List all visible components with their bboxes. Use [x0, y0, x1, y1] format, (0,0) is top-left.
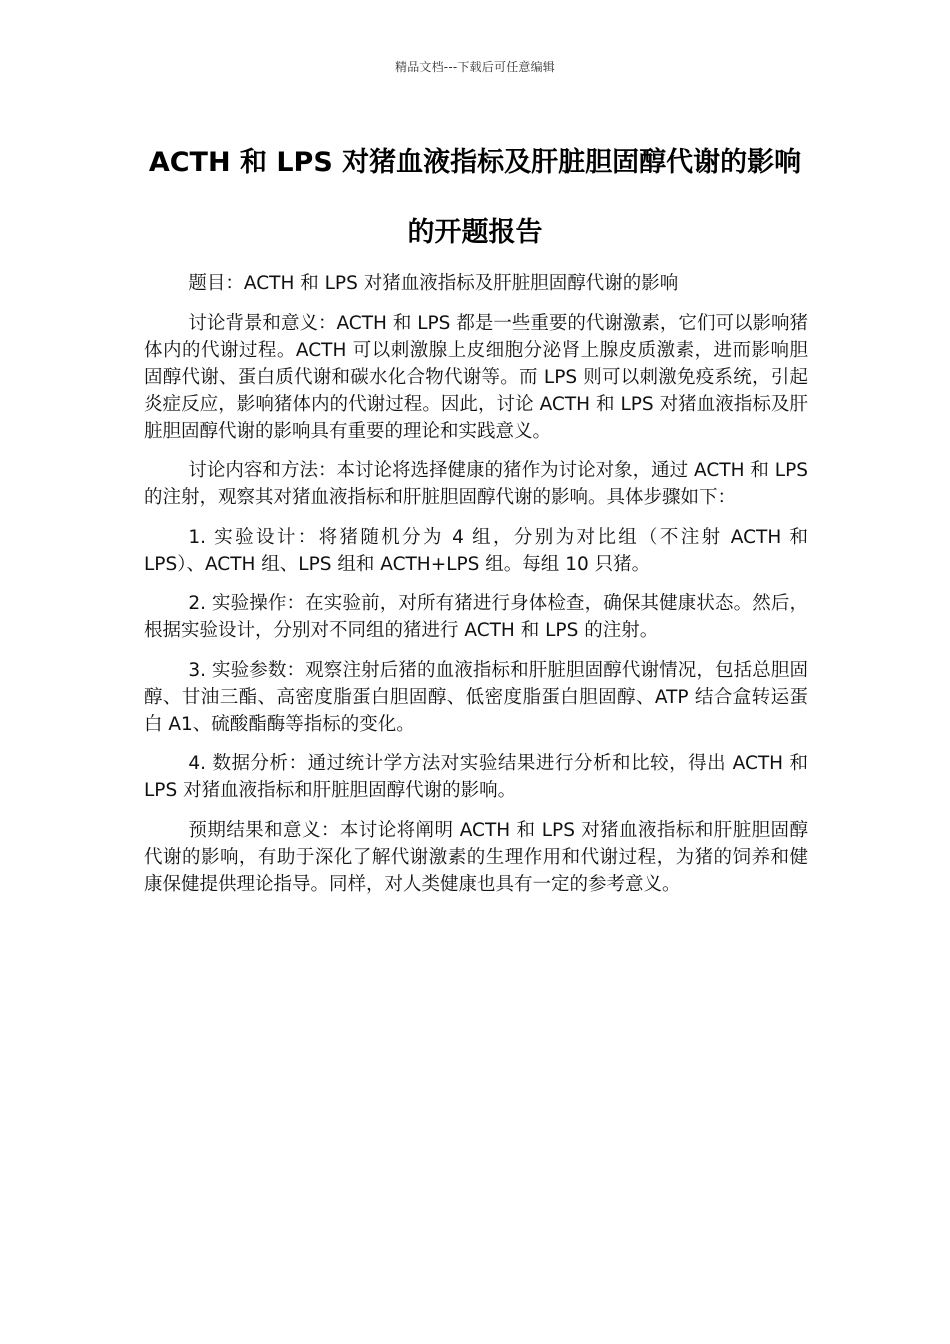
paragraph-step-4: 4. 数据分析：通过统计学方法对实验结果进行分析和比较，得出 ACTH 和 LPS 对猪血液指标和肝脏胆固醇代谢的影响。: [144, 753, 808, 801]
paragraph-expected-results: 预期结果和意义：本讨论将阐明 ACTH 和 LPS 对猪血液指标和肝脏胆固醇代谢的影响，有助于深化了解代谢激素的生理作用和代谢过程，为猪的饲养和健康保健提供理论指导。同样，对人类健康也具有一定的参考意义。: [144, 819, 808, 895]
header-note: 精品文档---下载后可任意编辑: [395, 60, 555, 74]
paragraph-methods: 讨论内容和方法：本讨论将选择健康的猪作为讨论对象，通过 ACTH 和 LPS 的注射，观察其对猪血液指标和肝脏胆固醇代谢的影响。具体步骤如下：: [144, 460, 808, 508]
document-title: ACTH 和 LPS 对猪血液指标及肝脏胆固醇代谢的影响的开题报告: [148, 147, 802, 248]
paragraph-step-3: 3. 实验参数：观察注射后猪的血液指标和肝脏胆固醇代谢情况，包括总胆固醇、甘油三酯、高密度脂蛋白胆固醇、低密度脂蛋白胆固醇、ATP 结合盒转运蛋白 A1、硫酸酯酶等指标的变化。: [144, 659, 808, 735]
paragraph-background: 讨论背景和意义：ACTH 和 LPS 都是一些重要的代谢激素，它们可以影响猪体内的代谢过程。ACTH 可以刺激腺上皮细胞分泌肾上腺皮质激素，进而影响胆固醇代谢、蛋白质代谢和碳水化合物代谢等。而 LPS 则可以刺激免疫系统，引起炎症反应，影响猪体内的代谢过程。因此，讨论 ACTH 和 LPS 对猪血液指标及肝脏胆固醇代谢的影响具有重要的理论和实践意义。: [144, 312, 808, 442]
paragraph-step-2: 2. 实验操作：在实验前，对所有猪进行身体检查，确保其健康状态。然后，根据实验设计，分别对不同组的猪进行 ACTH 和 LPS 的注射。: [144, 593, 808, 641]
paragraph-step-1: 1. 实验设计：将猪随机分为 4 组，分别为对比组（不注射 ACTH 和 LPS）、ACTH 组、LPS 组和 ACTH+LPS 组。每组 10 只猪。: [144, 526, 808, 575]
document-body: [144, 270, 808, 910]
paragraph-topic: 题目：ACTH 和 LPS 对猪血液指标及肝脏胆固醇代谢的影响: [188, 273, 679, 294]
